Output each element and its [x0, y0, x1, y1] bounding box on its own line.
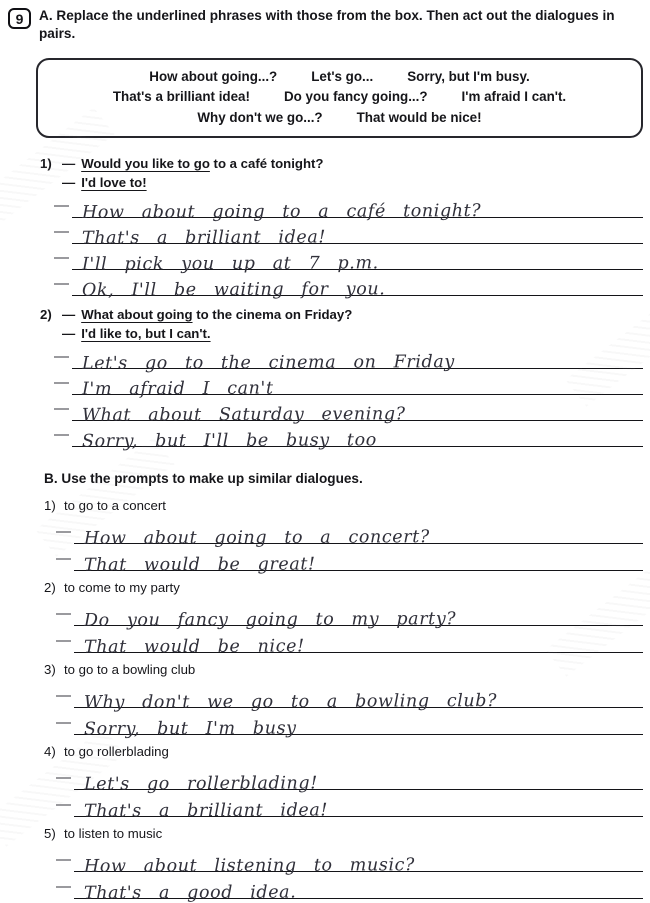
- section-a-dialogues: [8, 154, 645, 452]
- answer-rule-line: [72, 192, 643, 223]
- phrase-box: [36, 58, 643, 139]
- prompt-item-5: [44, 824, 645, 903]
- dash: —: [62, 156, 76, 172]
- handwritten-line: [56, 599, 645, 631]
- handwritten-dash: —: [56, 605, 71, 623]
- handwritten-line: [56, 763, 645, 795]
- prompt-text: to go rollerblading: [64, 744, 169, 760]
- handwritten-text: Ok, I'll be waiting for you.: [81, 279, 386, 301]
- phrase: That would be nice!: [356, 109, 482, 125]
- dash: —: [62, 307, 76, 323]
- handwritten-line: [56, 845, 645, 877]
- phrase: Do you fancy going...?: [283, 89, 428, 105]
- dialogue-number: 1): [40, 156, 52, 172]
- handwritten-dash: —: [56, 878, 71, 896]
- handwritten-text: Sorry, but I'll be busy too: [81, 430, 377, 452]
- prompt-item-3: [44, 660, 645, 740]
- exercise-number-box: [8, 8, 31, 29]
- answer-rule-line: [74, 872, 643, 903]
- prompt-text: to go to a bowling club: [64, 662, 196, 678]
- prompt-item-4: [44, 742, 645, 822]
- prompt-number: 3): [44, 662, 56, 678]
- underlined-phrase: I'd love to!: [81, 175, 147, 191]
- answer-rule-line: [72, 244, 643, 275]
- handwritten-dash: —: [54, 374, 69, 392]
- answer-rule-line: [74, 681, 643, 713]
- handwritten-dash: —: [56, 550, 71, 568]
- answer-rule-line: [74, 517, 643, 549]
- question-rest: to the cinema on Friday?: [192, 307, 353, 323]
- phrase: How about going...?: [149, 68, 278, 84]
- handwritten-text: That's a brilliant idea!: [81, 227, 327, 249]
- section-b-title: B. Use the prompts to make up similar dialogues.: [44, 471, 363, 487]
- handwritten-line: [56, 681, 645, 713]
- dialogue-number: 2): [40, 307, 52, 323]
- phrase: I'm afraid I can't.: [461, 89, 567, 105]
- handwritten-line: [54, 192, 645, 223]
- handwritten-dash: —: [54, 275, 69, 293]
- underlined-phrase: I'd like to, but I can't.: [81, 326, 211, 342]
- section-a-title: A. Replace the underlined phrases with those from the box. Then act out the dialogues in pairs.: [39, 8, 615, 41]
- handwritten-dash: —: [54, 223, 69, 241]
- handwritten-text: That would be great!: [83, 554, 316, 576]
- handwritten-line: [54, 343, 645, 374]
- phrase: Sorry, but I'm busy.: [407, 68, 530, 84]
- handwritten-dash: —: [54, 348, 69, 366]
- handwritten-text: Sorry, but I'm busy: [83, 718, 297, 740]
- dash: —: [62, 326, 76, 342]
- handwritten-dash: —: [56, 714, 71, 732]
- phrase-box-row: [48, 108, 631, 129]
- dialogue-answer: [62, 324, 645, 343]
- handwritten-text: I'm afraid I can't: [81, 378, 274, 400]
- answer-rule-line: [74, 845, 643, 877]
- section-b-items: [8, 496, 645, 903]
- dialogue-2: [40, 305, 645, 452]
- phrase: That's a brilliant idea!: [112, 89, 250, 105]
- answer-rule-line: [74, 599, 643, 631]
- handwritten-dash: —: [54, 426, 69, 444]
- handwritten-line: [54, 395, 645, 426]
- handwritten-dash: —: [54, 249, 69, 267]
- phrase-box-row: [48, 87, 631, 108]
- prompt-item-2: [44, 578, 645, 658]
- prompt-number: 2): [44, 580, 56, 596]
- handwritten-text: Do you fancy going to my party?: [83, 609, 457, 631]
- prompt-number: 4): [44, 744, 56, 760]
- handwritten-text: That's a brilliant idea!: [83, 800, 329, 822]
- prompt-line: [44, 742, 645, 761]
- phrase-box-row: [48, 67, 631, 88]
- answer-rule-line: [72, 395, 643, 426]
- handwritten-dash: —: [56, 687, 71, 705]
- prompt-line: [44, 496, 645, 515]
- handwritten-dash: —: [56, 769, 71, 787]
- dash: —: [62, 175, 76, 191]
- handwritten-text: That would be nice!: [83, 636, 305, 658]
- prompt-text: to listen to music: [64, 826, 163, 842]
- handwritten-text: That's a good idea.: [83, 882, 297, 903]
- handwritten-dash: —: [56, 523, 71, 541]
- handwritten-text: What about Saturday evening?: [81, 404, 406, 426]
- phrase: Let's go...: [311, 68, 374, 84]
- handwritten-line: [56, 517, 645, 549]
- exercise-header: [8, 7, 645, 43]
- prompt-number: 5): [44, 826, 56, 842]
- prompt-number: 1): [44, 498, 56, 514]
- handwritten-dash: —: [54, 400, 69, 418]
- handwritten-line: [54, 244, 645, 275]
- dialogue-question: [40, 305, 645, 324]
- answer-rule-line: [74, 790, 643, 822]
- prompt-text: to come to my party: [64, 580, 180, 596]
- handwritten-text: Let's go to the cinema on Friday: [81, 352, 455, 374]
- underlined-phrase: What about going: [81, 307, 193, 323]
- prompt-text: to go to a concert: [64, 498, 166, 514]
- answer-rule-line: [74, 763, 643, 795]
- prompt-line: [44, 578, 645, 597]
- handwritten-text: Let's go rollerblading!: [83, 773, 318, 795]
- dialogue-answer: [62, 173, 645, 192]
- handwritten-text: Why don't we go to a bowling club?: [83, 690, 498, 713]
- handwritten-text: How about listening to music?: [83, 855, 416, 877]
- handwritten-dash: —: [54, 197, 69, 215]
- handwritten-text: How about going to a concert?: [83, 527, 430, 549]
- prompt-line: [44, 660, 645, 679]
- answer-rule-line: [72, 343, 643, 374]
- handwritten-text: How about going to a café tonight?: [81, 200, 482, 223]
- prompt-item-1: [44, 496, 645, 576]
- answer-rule-line: [74, 544, 643, 576]
- question-rest: to a café tonight?: [209, 156, 324, 172]
- handwritten-line: [56, 872, 645, 903]
- prompt-line: [44, 824, 645, 843]
- handwritten-line: [56, 790, 645, 822]
- dialogue-question: [40, 154, 645, 173]
- dialogue-1: [40, 154, 645, 301]
- handwritten-text: I'll pick you up at 7 p.m.: [81, 253, 379, 275]
- phrase: Why don't we go...?: [197, 109, 323, 125]
- underlined-phrase: Would you like to go: [81, 156, 210, 172]
- handwritten-dash: —: [56, 851, 71, 869]
- handwritten-dash: —: [56, 632, 71, 650]
- exercise-number: 9: [15, 10, 24, 27]
- handwritten-dash: —: [56, 796, 71, 814]
